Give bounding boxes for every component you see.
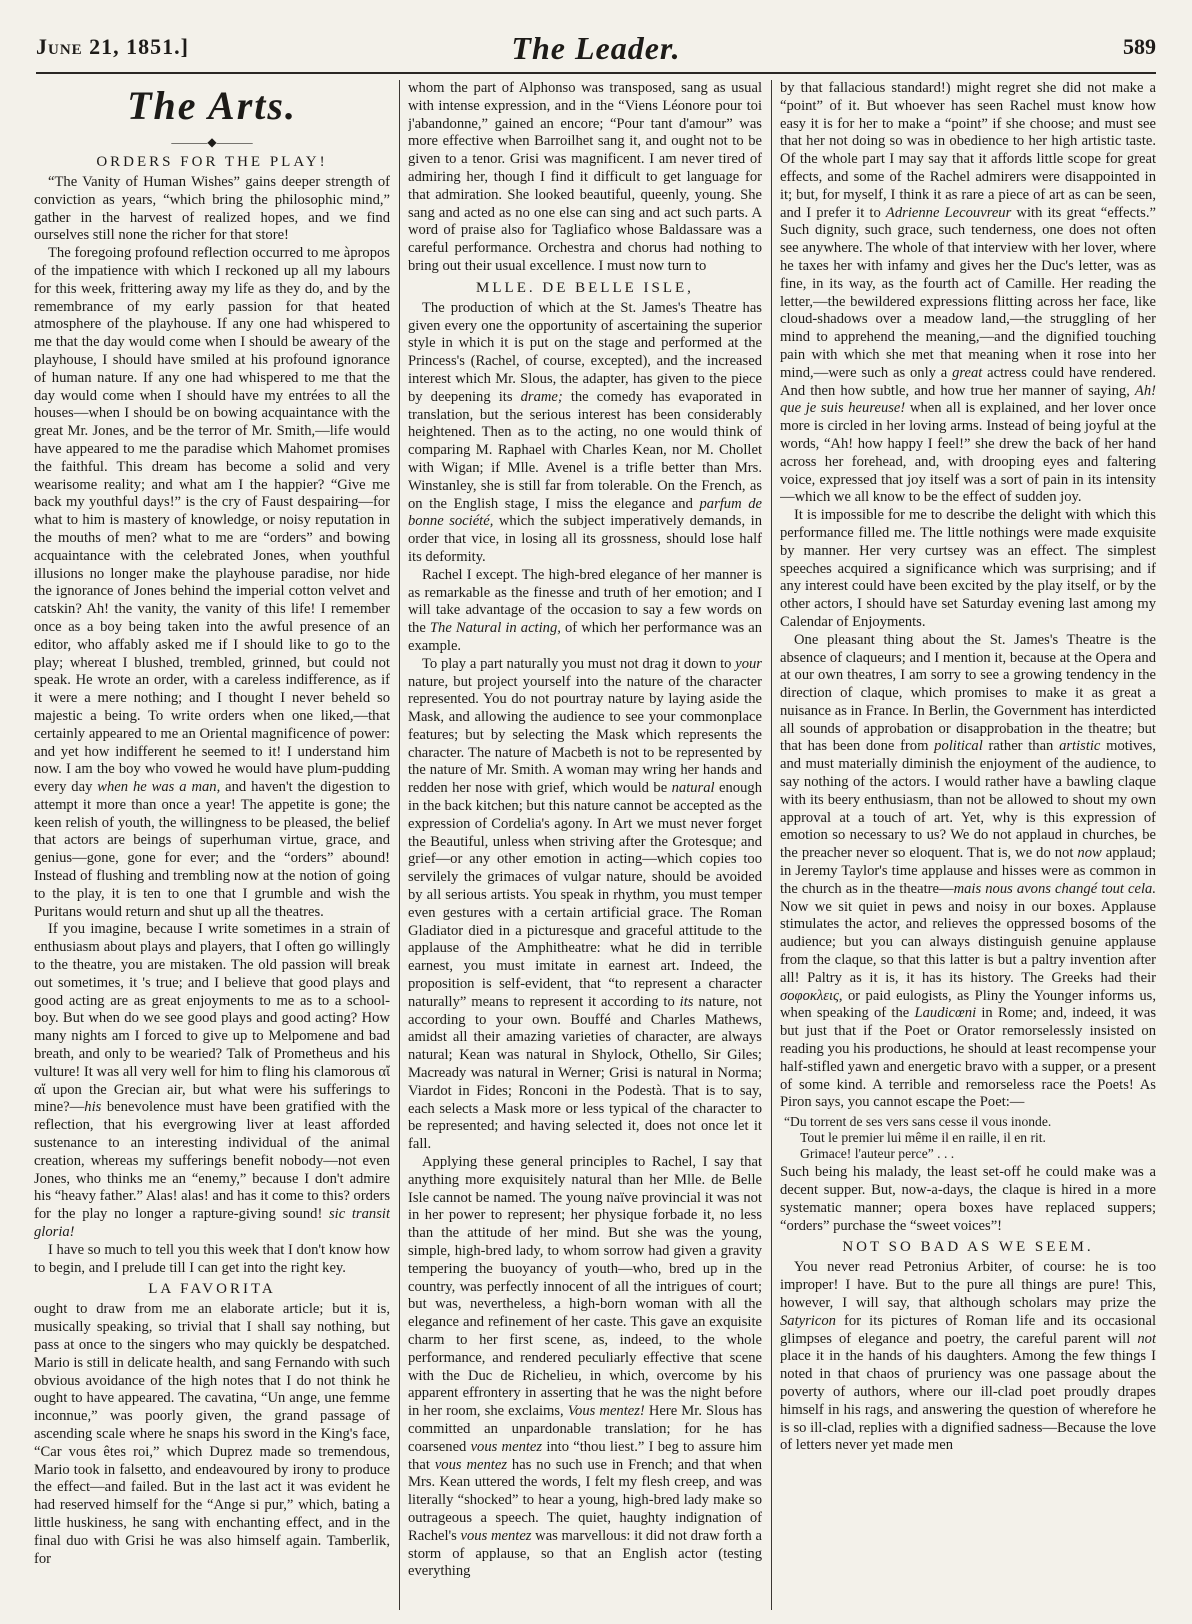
article-heading-belle-isle: MLLE. DE BELLE ISLE,	[476, 279, 694, 296]
paragraph: “The Vanity of Human Wishes” gains deeper strength of conviction as years, “which bring the philosophic mind,” gather in the harvest of realized hopes, and we find ourselves still none the richer for that store!	[34, 174, 390, 244]
column-1	[34, 80, 390, 1612]
verse-line: “Du torrent de ses vers sans cesse il vous inonde.	[784, 1114, 1052, 1130]
paragraph: by that fallacious standard!) might regret she did not make a “point” of it. But whoever has seen Rachel must know how easy it is for her to make a “point” if she choose; and must see that her not doing so was in obedience to her high artistic taste. Of the whole part I may say that it affords little scope for great effects, and some of the Rachel admirers were disappointed in it; but, for myself, I think it as rare a piece of art as can be seen, and I prefer it to Adrienne Lecouvreur with its great “effects.” Such dignity, such grace, such tenderness, one does not often see anywhere. The whole of that interview with her lover, where he taxes her with infamy and gives her the Duc's letter, was as fine, in its way, as the fourth act of Camille. Her reading the letter,—the bewildered expressions flitting across her face, like cloud-shadows over a meadow land,—the struggling of her mind to apprehend the meaning,—and the dignified touching pain with which she met that meaning when it rose into her mind,—were such as only a great actress could have rendered. And then how subtle, and how true her manner of saying, Ah! que je suis heureuse! when all is explained, and her lover once more is circled in her loving arms. Instead of being joyful at the words, “Ah! how happy I feel!” she drew the back of her hand across her forehead, and, with drooping eyes and faltering voice, expressed that joy itself was a sort of pain in its intensity—which we all know to be the effect of sudden joy.	[780, 80, 1156, 506]
verse-quotation	[780, 1114, 1156, 1162]
paragraph: One pleasant thing about the St. James's Theatre is the absence of claqueurs; and I mention it, because at the Opera and at our own theatres, I am sorry to see a growing tendency in the direction of claque, which promises to make it as great a nuisance as in France. In Berlin, the Government has interdicted all sounds of approbation or disapprobation in the theatre; but that has been done from political rather than artistic motives, and must materially diminish the enjoyment of the audience, to say nothing of the actors. I would rather have a bawling claque with its beery enthusiasm, than not be allowed to shout my own approval at a touch of art. Yet, why is this expression of emotion so necessary to us? We do not applaud in churches, be the preacher never so eloquent. That is, we do not now applaud; in Jeremy Taylor's time applause and hisses were as common in the church as in the theatre—mais nous avons changé tout cela. Now we sit quiet in pews and noisy in our boxes. Applause stimulates the actor, and relieves the oppressed bosoms of the audience; but you can always distinguish genuine applause from the claque, so that this latter is but a paltry invention after all! Paltry as it is, it has its history. The Greeks had their σοφοκλεις, or paid eulogists, as Pliny the Younger informs us, when speaking of the Laudicœni in Rome; and, indeed, it was but just that if the Poet or Orator remorselessly insisted on reading you his productions, he should at least recompense your half-stifled yawn and energetic bravo with a supper, or a present of some kind. A terrible and remorseless race the Poets! As Piron says, you cannot escape the Poet:—	[780, 631, 1156, 1111]
paragraph: You never read Petronius Arbiter, of course: he is too improper! I have. But to the pure all things are pure! This, however, I will say, that although scholars may prize the Satyricon for its pictures of Roman life and its occasional glimpses of elegance and poetry, the careful parent will not place it in the hands of his daughters. Among the few things I noted in that chaos of pruriency was one passage about the poverty of authors, where our ill-clad poet proudly drapes himself in his rags, and answering the question of wherefore he is so ill-clad, replies with a dignified sadness—Because the love of letters never yet made men	[780, 1259, 1156, 1454]
issue-date: June 21, 1851.]	[36, 34, 189, 59]
masthead	[36, 28, 1156, 74]
paragraph: ought to draw from me an elaborate article; but it is, musically speaking, so trivial that I shall say nothing, but pass at once to the singers who may quickly be despatched. Mario is still in delicate health, and sang Fernando with such obvious avoidance of the high notes that I do not think he ought to have appeared. The cavatina, “Un ange, une femme inconnue,” was poorly given, the grand passage of ascending scale where he snaps his sword in the King's face, “Car vous êtes roi,” which Duprez made so tremendous, Mario took in falsetto, and endeavoured by irony to produce the effect—and failed. But in the last act it was evident he had reserved himself for the “Ange si pur,” which, bating a little huskiness, he sang with enchanting effect, and in the final duo with Grisi he was also himself again. Tamberlik, for	[34, 1301, 390, 1567]
paragraph: The foregoing profound reflection occurred to me àpropos of the impatience with which I reckoned up all my labours for this week, frittering away my life as they do, and by the remembrance of my early passion for that heated atmosphere of the playhouse. If any one had whispered to me that the day would come when I should be aweary of the playhouse, I should have smiled at his profound ignorance of human nature. If any one had whispered to me that the day would come when I should have my entrées to all the houses—when I should be on bowing acquaintance with the great Mr. Jones, and be the terror of Mr. Smith,—life would have appeared to me the paradise which Mahomet promises the faithful. This dream has become a solid and very wearisome reality; and what am I the happier? “Give me back my youthful days!” is the cry of Faust despairing—for what to him is mastery of knowledge, or noisy reputation in the mouths of men? what to me are “orders” and bowing acquaintance with the celebrated Jones, when youthful illusions no longer make the playhouse paradise, nor hide the ignorance of Jones behind the imperial cotton velvet and catskin? Ah! the vanity, the vanity of this life! I remember once as a boy being taken into the awful presence of an editor, who affably asked me if I should like to go to the play; whereat I blushed, trembled, grinned, but could not speak. He wrote an order, with a careless indifference, as if it were a mere nothing; and I thought I never beheld so majestic a being. To write orders when one liked,—that certainly appeared to me an Oriental magnificence of power: and yet how indifferent he seemed to it! I understand him now. I am the boy who vowed he would have plum-pudding every day when he was a man, and haven't the digestion to attempt it more than once a year! The appetite is gone; the keen relish of youth, the willingness to be pleased, the belief that actors are beings of superhuman virtue, grace, and genius—gone, gone for ever; and the “orders” abound! Instead of flushing and trembling now at the notion of going to the play, it is ten to one that I grumble and wish the Puritans would return and shut up all the theatres.	[34, 245, 390, 920]
column-2	[408, 80, 762, 1612]
column-3	[780, 80, 1156, 1612]
paragraph: The production of which at the St. James's Theatre has given every one the opportunity of ascertaining the superior style in which it is put on the stage and performed at the Princess's (Rachel, of course, excepted), and the increased interest which Mr. Slous, the adapter, has given to the piece by deepening its drame; the comedy has evaporated in translation, but the serious interest has been considerably heightened. Then as to the acting, no one would think of comparing M. Raphael with Charles Kean, nor M. Chollet with Wigan; if Mlle. Avenel is a trifle better than Mrs. Winstanley, she is still far from tolerable. On the French, as on the English stage, I miss the elegance and parfum de bonne société, which the subject imperatively demands, in order that vice, in losing all its grossness, should lose half its deformity.	[408, 299, 762, 565]
newspaper-title: The Leader.	[511, 30, 681, 66]
page-number: 589	[1123, 34, 1156, 59]
paragraph: Rachel I except. The high-bred elegance of her manner is as remarkable as the finesse and truth of her emotion; and I will take advantage of the occasion to say a few words on the The Natural in acting, of which her performance was an example.	[408, 566, 762, 654]
paragraph: whom the part of Alphonso was transposed, sang as usual with intense expression, and in the “Viens Léonore pour toi j'abandonne,” gained an encore; “Pour tant d'amour” was more effective when Barroilhet sang it, and ought not to be given to a tenor. Grisi was magnificent. I am never tired of admiring her, though I find it difficult to get language for that admiration. She looked beautiful, queenly, young. She sang and acted as no one else can sing and act such parts. A word of praise also for Tagliafico whose Baldassare was a careful performance. Orchestra and chorus had nothing to bring out their usual excellence. I must now turn to	[408, 80, 762, 274]
paragraph: If you imagine, because I write sometimes in a strain of enthusiasm about plays and players, that I often go willingly to the theatre, you are mistaken. The old passion will break out sometimes, it 's true; and I believe that good plays and good acting are as great enjoyments to me as to a school-boy. But when do we see good plays and good acting? How many nights am I forced to give up to Melpomene and bad breath, and only to be wearied? Talk of Prometheus and his vulture! It was all very well for him to fling his clamorous αἴ αἴ upon the Grecian air, but what were his sufferings to mine?—his benevolence must have been gratified with the reflection, that his evergrowing liver at least afforded sustenance to an interesting individual of the animal creation, whereas my sufferings benefit nobody—not even Jones, who thinks me an “enemy,” because I don't admire his “heavy father.” Alas! alas! and has it come to this? orders for the play no longer a rapture-giving sound! sic transit gloria!	[34, 921, 390, 1241]
paragraph: Applying these general principles to Rachel, I say that anything more exquisitely natural than her Mlle. de Belle Isle cannot be named. The young naïve provincial it was not in her power to represent; her physique forbade it, no less than the attitude of her mind. But she was the young, simple, high-bred lady, to whom sorrow had given a gravity tempering the buoyancy of youth—who, bred up in the country, was perfectly innocent of all the intrigues of court; but was, nevertheless, a high-born woman with all the elegance and refinement of her caste. This gave an exquisite charm to her first scene, as, indeed, to the whole performance, and rendered peculiarly effective that scene with the Duc de Richelieu, in which, overcome by his apparent effrontery in asserting that he was the night before in her room, she exclaims, Vous mentez! Here Mr. Slous has committed an unpardonable translation; for he has coarsened vous mentez into “thou liest.” I beg to assure him that vous mentez has no such use in French; and that when Mrs. Kean uttered the words, I felt my flesh creep, and was literally “shocked” to hear a young, high-bred lady make so outrageous a speech. The quiet, haughty indignation of Rachel's vous mentez was marvellous: it did not draw forth a storm of applause, so that an English actor (testing everything	[408, 1154, 762, 1580]
verse-line: Grimace! l'auteur perce” . . .	[800, 1146, 955, 1162]
section-title: The Arts.	[127, 83, 297, 128]
column-rule-2	[771, 80, 772, 1610]
paragraph: To play a part naturally you must not drag it down to your nature, but project yourself into the nature of the character represented. You do not pourtray nature by laying aside the Mask, and allowing the audience to see your commonplace features; but by selecting the Mask which represents the character. The nature of Macbeth is not to be represented by the nature of Mr. Smith. A woman may wring her hands and redden her nose with grief, which would be natural enough in the back kitchen; but this nature cannot be accepted as the expression of Cordelia's agony. In Art we must never forget the Beautiful, unless when striving after the Grotesque; and grief—or any other emotion in acting—which copies too servilely the grimaces of vulgar nature, should be avoided by all serious artists. You speak in rhythm, you must temper even gestures with a certain artificial grace. The Roman Gladiator died in a picturesque and graceful attitude to the applause of the Amphitheatre: what he did in terrible earnest, you must imitate in earnest art. Indeed, the proposition is self-evident, that “to represent a character naturally” means to represent it according to its nature, not according to your own. Bouffé and Charles Mathews, amidst all their amazing varieties of character, are always natural; Kean was natural in Shylock, Othello, Sir Giles; Macready was natural in Werner; Grisi is natural in Norma; Viardot in Fides; Ronconi in the Podestà. That is to say, each selects a Mask more or less typical of the character to be represented; and having selected it, does not once let it fall.	[408, 655, 762, 1153]
article-heading-not-so-bad: NOT SO BAD AS WE SEEM.	[842, 1239, 1094, 1256]
ornament-divider: ———◆———	[171, 135, 253, 149]
paragraph: It is impossible for me to describe the delight with which this performance filled me. The little nothings were made exquisite by manner. Her very curtsey was an effect. The simplest speeches acquired a significance which was surprising; and if any interest could have been excited by the play itself, or by the other actors, I should have set Saturday evening last among my Calendar of Enjoyments.	[780, 507, 1156, 630]
verse-line: Tout le premier lui même il en raille, il en rit.	[800, 1130, 1046, 1146]
column-rule-1	[399, 80, 400, 1610]
paragraph: I have so much to tell you this week that I don't know how to begin, and I prelude till I can get into the right key.	[34, 1241, 390, 1276]
article-heading-orders: ORDERS FOR THE PLAY!	[96, 154, 328, 170]
paragraph: Such being his malady, the least set-off he could make was a decent supper. But, now-a-days, the claque is hired in a more systematic manner; opera boxes have replaced suppers; “orders” purchase the “sweet voices”!	[780, 1164, 1156, 1234]
article-heading-favorita: LA FAVORITA	[148, 1281, 276, 1298]
